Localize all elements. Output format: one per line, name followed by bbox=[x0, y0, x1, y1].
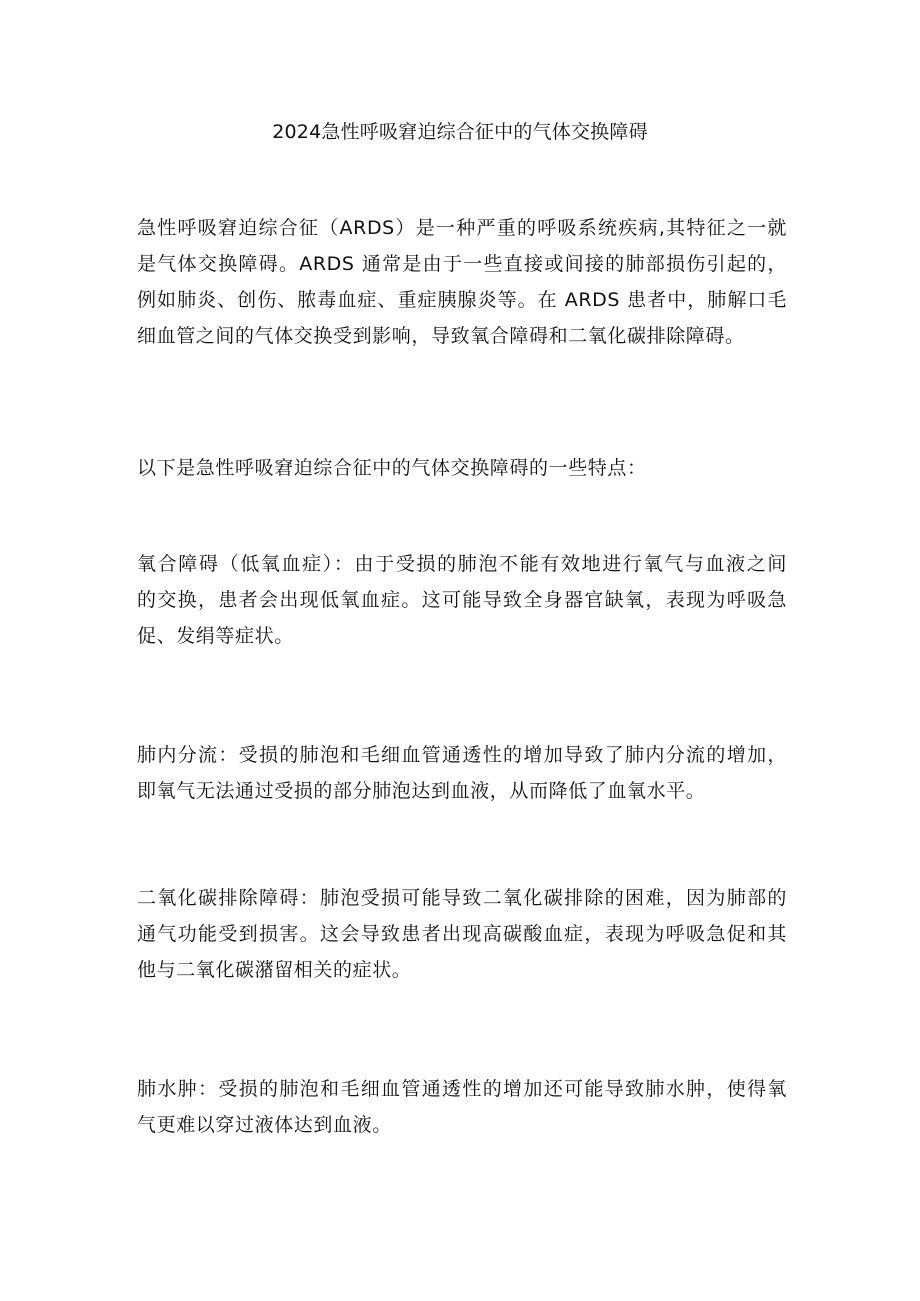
text-line: 促、发绢等症状。 bbox=[137, 625, 294, 647]
paragraph-lead bbox=[137, 450, 787, 486]
text-line: 二氧化碳排除障碍：肺泡受损可能导致二氧化碳排除的困难，因为肺部的 bbox=[137, 887, 787, 909]
text-line: 肺内分流：受损的肺泡和毛细血管通透性的增加导致了肺内分流的增加， bbox=[137, 744, 787, 766]
text-line: 是气体交换障碍。ARDS 通常是由于一些直接或间接的肺部损伤引起的， bbox=[137, 253, 787, 275]
paragraph-intro bbox=[137, 210, 787, 354]
text-line: 急性呼吸窘迫综合征（ARDS）是一种严重的呼吸系统疾病,其特征之一就 bbox=[137, 217, 787, 239]
paragraph-oxygenation-disorder bbox=[137, 546, 787, 654]
page-title: 2024急性呼吸窘迫综合征中的气体交换障碍 bbox=[272, 121, 648, 143]
paragraph-co2-elimination bbox=[137, 880, 787, 988]
text-line: 的交换，患者会出现低氧血症。这可能导致全身器官缺氧，表现为呼吸急 bbox=[137, 589, 787, 611]
text-line: 肺水肿：受损的肺泡和毛细血管通透性的增加还可能导致肺水肿，使得氧 bbox=[137, 1078, 787, 1100]
paragraph-intrapulmonary-shunt bbox=[137, 737, 787, 809]
text-line: 氧合障碍（低氧血症）：由于受损的肺泡不能有效地进行氧气与血液之间 bbox=[137, 553, 787, 575]
text-line: 气更难以穿过液体达到血液。 bbox=[137, 1114, 392, 1136]
text-line: 细血管之间的气体交换受到影响，导致氧合障碍和二氧化碳排除障碍。 bbox=[137, 325, 745, 347]
text-line: 他与二氧化碳潴留相关的症状。 bbox=[137, 959, 412, 981]
text-line: 以下是急性呼吸窘迫综合征中的气体交换障碍的一些特点： bbox=[137, 457, 647, 479]
text-line: 例如肺炎、创伤、脓毒血症、重症胰腺炎等。在 ARDS 患者中，肺解口毛 bbox=[137, 289, 787, 311]
text-line: 即氧气无法通过受损的部分肺泡达到血液，从而降低了血氧水平。 bbox=[137, 780, 706, 802]
paragraph-pulmonary-edema bbox=[137, 1071, 787, 1143]
text-line: 通气功能受到损害。这会导致患者出现高碳酸血症，表现为呼吸急促和其 bbox=[137, 923, 787, 945]
